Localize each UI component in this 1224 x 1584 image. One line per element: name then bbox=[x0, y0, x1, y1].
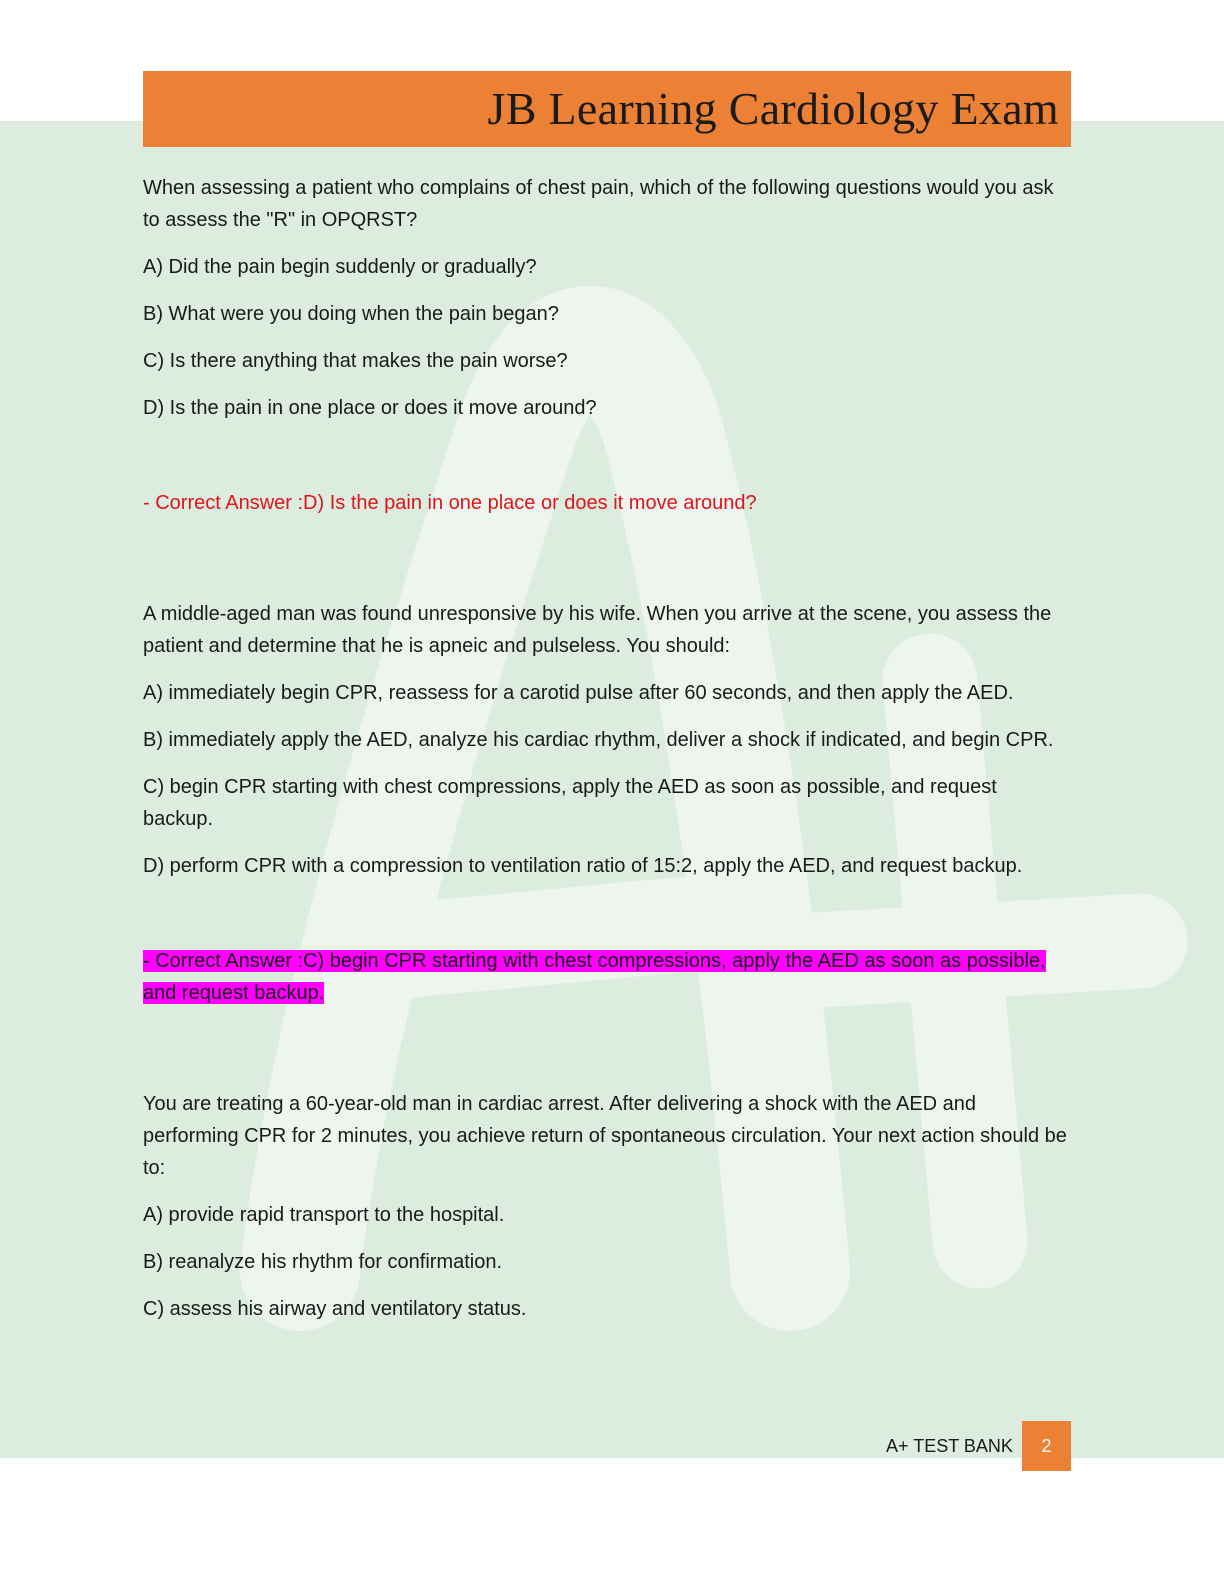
answer-option: A) immediately begin CPR, reassess for a carotid pulse after 60 seconds, and then apply the AED. bbox=[143, 682, 1014, 704]
answer-option: C) begin CPR starting with chest compressions, apply the AED as soon as possible, and request backup. bbox=[143, 776, 997, 830]
question-text: When assessing a patient who complains of chest pain, which of the following questions would you ask to assess the "R" in OPQRST? bbox=[143, 177, 1054, 231]
correct-answer: - Correct Answer :C) begin CPR starting with chest compressions, apply the AED as soon as possible, and request backup. bbox=[143, 950, 1046, 1004]
answer-option: C) assess his airway and ventilatory status. bbox=[143, 1298, 527, 1320]
answer-option: D) perform CPR with a compression to ventilation ratio of 15:2, apply the AED, and request backup. bbox=[143, 855, 1023, 877]
question-block bbox=[143, 172, 1071, 519]
header-bar bbox=[143, 71, 1071, 147]
answer-option: B) What were you doing when the pain began? bbox=[143, 303, 559, 325]
answer-option: B) reanalyze his rhythm for confirmation. bbox=[143, 1251, 503, 1273]
answer-option: A) provide rapid transport to the hospital. bbox=[143, 1204, 505, 1226]
question-block bbox=[143, 1088, 1071, 1325]
footer-label: A+ TEST BANK bbox=[886, 1436, 1013, 1456]
answer-option: B) immediately apply the AED, analyze his cardiac rhythm, deliver a shock if indicated, and begin CPR. bbox=[143, 729, 1054, 751]
question-list bbox=[143, 172, 1071, 1340]
answer-option: A) Did the pain begin suddenly or gradually? bbox=[143, 256, 537, 278]
question-text: A middle-aged man was found unresponsive by his wife. When you arrive at the scene, you assess the patient and determine that he is apneic and pulseless. You should: bbox=[143, 603, 1052, 657]
answer-option: D) Is the pain in one place or does it move around? bbox=[143, 397, 597, 419]
page-title: JB Learning Cardiology Exam bbox=[487, 83, 1059, 134]
correct-answer: - Correct Answer :D) Is the pain in one place or does it move around? bbox=[143, 492, 757, 514]
question-text: You are treating a 60-year-old man in cardiac arrest. After delivering a shock with the AED and performing CPR for 2 minutes, you achieve return of spontaneous circulation. Your next action should be to: bbox=[143, 1093, 1067, 1179]
answer-option: C) Is there anything that makes the pain worse? bbox=[143, 350, 568, 372]
page-number: 2 bbox=[1022, 1421, 1071, 1471]
question-block bbox=[143, 598, 1071, 1009]
